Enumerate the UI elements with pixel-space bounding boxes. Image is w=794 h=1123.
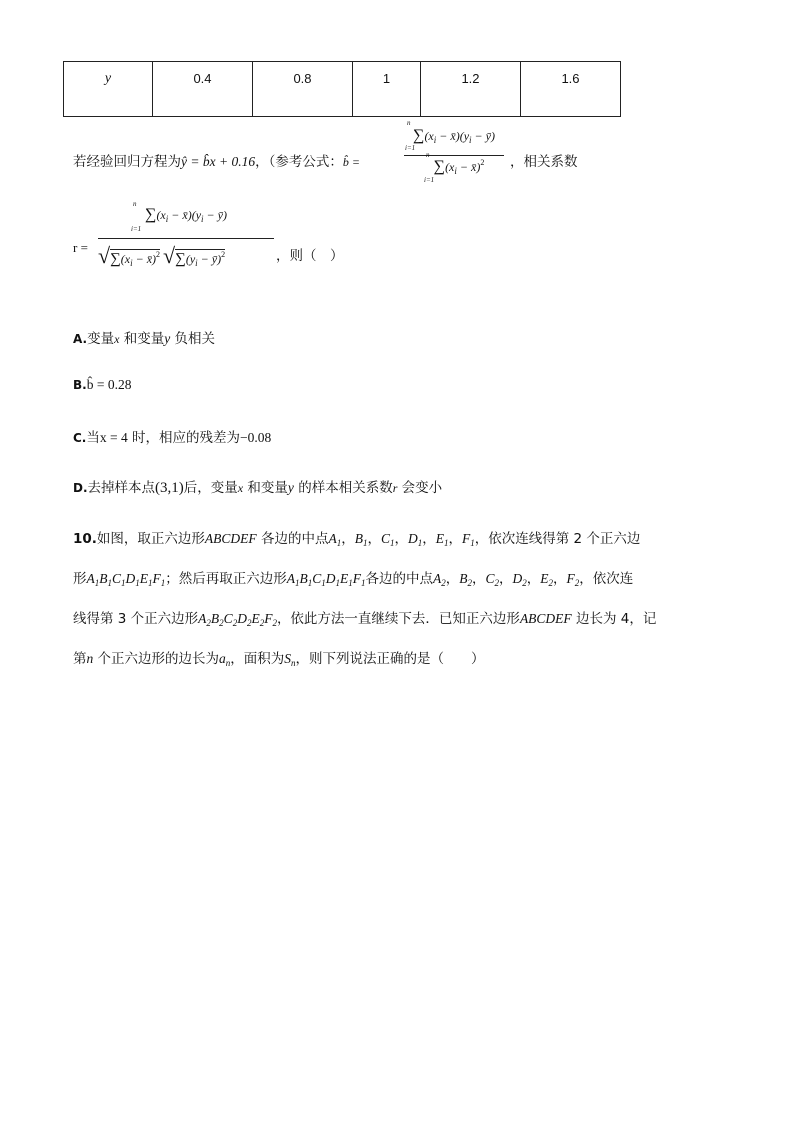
option-c-expression: x = 4 — [99, 430, 128, 445]
option-text: 去掉样本点 — [87, 480, 156, 496]
problem-text: 线得第 3 个正六边形 — [73, 611, 199, 627]
table-cell: 1.2 — [421, 62, 521, 117]
problem-text: ，依次连线得第 2 个正六边 — [474, 531, 641, 547]
option-text: 变量 — [87, 331, 115, 347]
problem-10-line-1: 10.如图，取正六边形ABCDEF 各边的中点$A_1$，$B_1$，$C_1$，$D_1$，$E_1$，$F_1$，依次连线得第 2 个正六边 — [73, 531, 641, 548]
r-fraction: $\sum(x_i$ − $x̄)(y_i$ − ȳ) n i=1 $√\sum(x_i$ − x̄)$^2$ $√\sum(y_i$ − ȳ)$^2$ — [98, 206, 274, 269]
variable-a: a — [219, 651, 226, 666]
option-text: 和变量 — [123, 331, 165, 347]
problem-number: 10. — [73, 531, 97, 547]
option-b-label: B. — [73, 378, 87, 392]
table-cell: 0.4 — [153, 62, 253, 117]
variable-r: r — [392, 481, 398, 495]
option-c — [73, 426, 271, 446]
table-row — [64, 62, 621, 117]
problem-10-line-2: 形$A_1B_1C_1D_1E_1F_1$；然后再取正六边形$A_1B_1C_1D_1E_1F_1$各边的中点$A_2$，$B_2$，$C_2$，$D_2$，$E_2$，$F_2$，依次连 — [73, 571, 634, 588]
problem-10 — [73, 521, 723, 681]
option-text: 和变量 — [247, 480, 288, 496]
problem-text: ，则下列说法正确的是（ ） — [295, 651, 485, 667]
reference-prefix: ，（参考公式： — [255, 154, 343, 170]
problem-text: 如图，取正六边形 — [96, 531, 205, 547]
table-cell: 1.6 — [521, 62, 621, 117]
data-table — [63, 61, 621, 117]
problem-10-line-3: 线得第 3 个正六边形$A_2B_2C_2D_2E_2F_2$，依此方法一直继续下去．已知正六边形ABCDEF 边长为 4，记 — [73, 611, 657, 628]
intro-prefix: 若经验回归方程为 — [73, 154, 181, 170]
problem-text: 各边的中点 — [260, 531, 329, 547]
problem-text: ，面积为 — [230, 651, 285, 667]
variable-x: x — [114, 332, 120, 346]
r-lhs: r = — [73, 240, 88, 255]
option-text: 后，变量 — [183, 480, 238, 496]
table-header-cell: y — [64, 62, 153, 117]
regression-equation: ŷ = b̂x + 0.16 — [181, 154, 256, 169]
variable-s: S — [284, 651, 292, 666]
problem-10-line-4: 第n 个正六边形的边长为$a_n$，面积为$S_n$，则下列说法正确的是（ ） — [73, 651, 485, 668]
problem-text: ，依此方法一直继续下去．已知正六边形 — [276, 611, 520, 627]
option-a-label: A. — [73, 332, 88, 346]
regression-line — [73, 150, 360, 170]
bhat-symbol: b̂ = — [342, 155, 360, 169]
variable-y: y — [164, 331, 171, 346]
option-text: 的样本相关系数 — [298, 480, 393, 496]
problem-text: 个正六边形的边长为 — [97, 651, 220, 667]
sample-point: (3,1) — [155, 480, 184, 496]
option-d-label: D. — [73, 481, 88, 495]
table-cell: 0.8 — [253, 62, 353, 117]
option-text: 负相关 — [174, 331, 215, 347]
variable-n: n — [86, 651, 94, 666]
table-cell: 1 — [353, 62, 421, 117]
problem-text: 第 — [73, 651, 87, 667]
problem-text: 形 — [73, 571, 87, 587]
residual-value: −0.08 — [240, 430, 272, 445]
problem-text: 边长为 4，记 — [575, 611, 657, 627]
variable-x: x — [237, 481, 244, 495]
option-text: 当 — [86, 430, 100, 446]
option-text: 时，相应的残差为 — [132, 430, 241, 446]
variable-y: y — [287, 480, 294, 495]
option-d — [73, 476, 442, 497]
option-c-label: C. — [73, 431, 87, 445]
problem-text: ，依次连 — [579, 571, 634, 587]
hexagon-name: ABCDEF — [204, 531, 257, 546]
problem-text: 各边的中点 — [365, 571, 434, 587]
bhat-fraction: $\sum(x_i$ − $x̄)(y_i$ − ȳ) n i=1 $\sum(x_i$ − x̄)$^2$ n i=1 — [404, 127, 504, 176]
r-formula-suffix: ，则（ ） — [276, 248, 344, 264]
hexagon-name: ABCDEF — [519, 611, 572, 626]
correlation-label: ，相关系数 — [510, 154, 578, 170]
option-a — [73, 327, 215, 347]
problem-text: ；然后再取正六边形 — [165, 571, 287, 587]
option-text: 会变小 — [401, 480, 443, 496]
option-b-expression: b̂ = 0.28 — [86, 377, 132, 392]
option-b — [73, 377, 131, 393]
